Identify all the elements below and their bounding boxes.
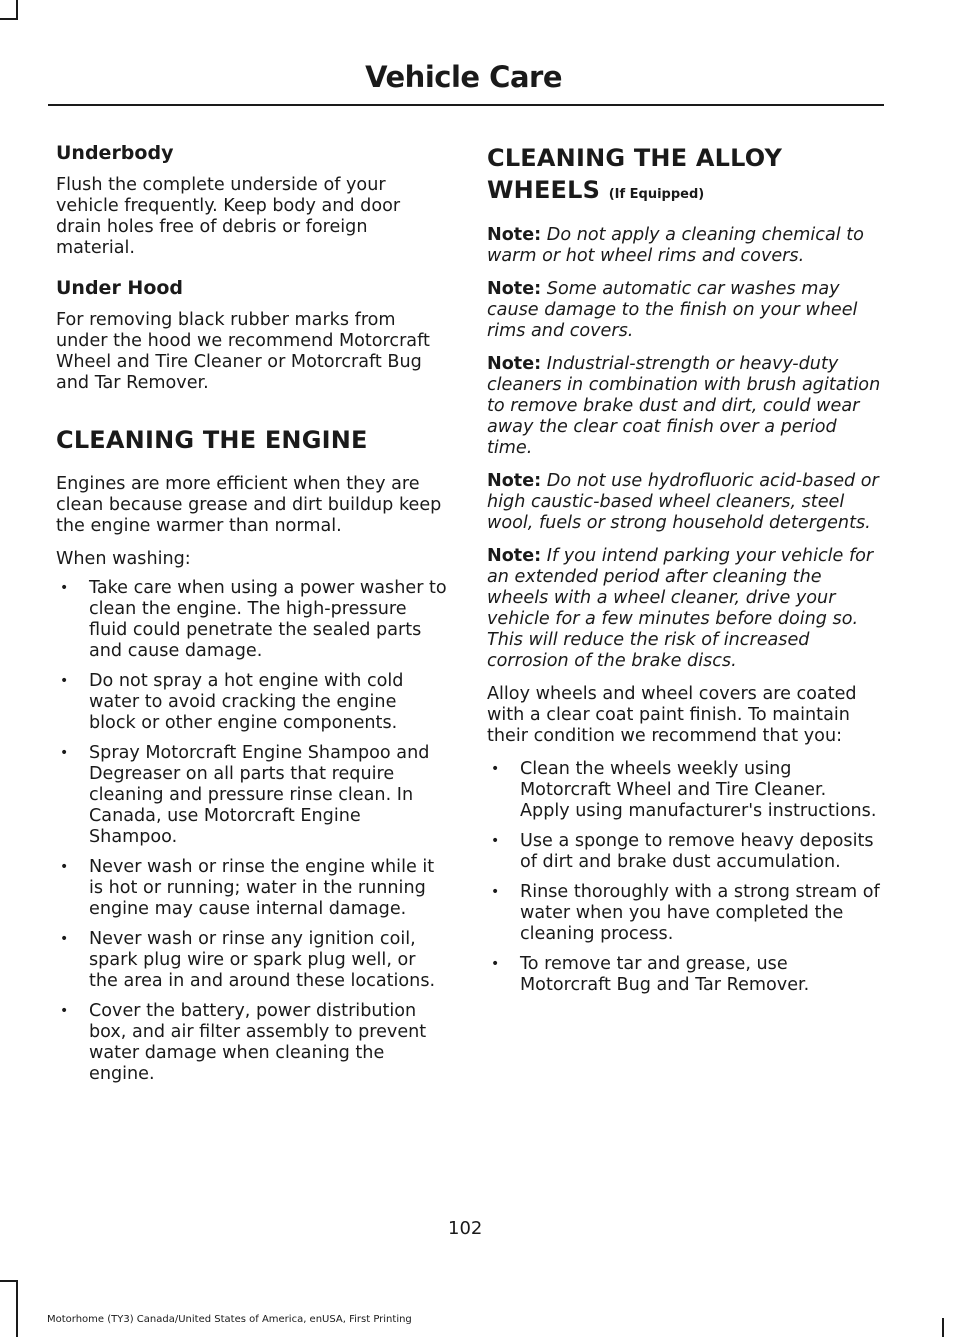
crop-mark-bottom-left-h [0,1280,18,1282]
alloy-intro: Alloy wheels and wheel covers are coated with a clear coat paint finish. To maintain their condition we recommend that you: [487,683,857,746]
crop-mark-top-left-h [0,18,18,20]
alloy-wheels-heading [487,142,881,207]
underbody-heading: Underbody [56,142,174,164]
engine-bullet-2: • Do not spray a hot engine with cold water to avoid cracking the engine block or other engine components. [56,671,448,734]
under-hood-heading: Under Hood [56,276,184,299]
cleaning-engine-heading: CLEANING THE ENGINE [56,425,368,454]
note-1: Note: Do not apply a cleaning chemical to warm or hot wheel rims and covers. [487,224,864,266]
footer-text: Motorhome (TY3) Canada/United States of America, enUSA, First Printing [47,1314,412,1325]
engine-intro: Engines are more efficient when they are clean because grease and dirt buildup keep the engine warmer than normal. [56,473,442,536]
when-washing-label: When washing: [56,548,191,569]
engine-bullet-list [56,578,448,1085]
page-number: 102 [448,1218,483,1239]
under-hood-text: For removing black rubber marks from under the hood we recommend Motorcraft Wheel and Tire Cleaner or Motorcraft Bug and Tar Remover. [56,309,430,393]
alloy-heading-line2: WHEELS [487,176,601,205]
crop-mark-top-left [16,0,18,18]
note-label: Note: [487,470,542,491]
engine-bullet-5: • Never wash or rinse any ignition coil, spark plug wire or spark plug well, or the area in and around these locations. [56,929,448,992]
note-5: Note: If you intend parking your vehicle for an extended period after cleaning the wheels with a wheel cleaner, drive your vehicle for a few minutes before doing so. This will reduce the risk of increased corrosion of the brake discs. [487,545,874,671]
alloy-bullet-1: • Clean the wheels weekly using Motorcraft Wheel and Tire Cleaner. Apply using manufacturer's instructions. [487,759,881,822]
page-header-title: Vehicle Care [365,60,562,94]
header-divider [48,104,884,106]
note-label: Note: [487,278,542,299]
left-column [56,142,448,1097]
engine-bullet-4: • Never wash or rinse the engine while it is hot or running; water in the running engine may cause internal damage. [56,857,448,920]
alloy-bullet-list [487,759,881,996]
alloy-bullet-2: • Use a sponge to remove heavy deposits of dirt and brake dust accumulation. [487,831,881,873]
crop-mark-bottom-left [16,1280,18,1337]
alloy-bullet-4: • To remove tar and grease, use Motorcraft Bug and Tar Remover. [487,954,881,996]
crop-mark-bottom-right [942,1318,944,1337]
note-label: Note: [487,224,542,245]
engine-bullet-1: • Take care when using a power washer to clean the engine. The high-pressure fluid could penetrate the sealed parts and cause damage. [56,578,448,662]
note-label: Note: [487,545,542,566]
underbody-text: Flush the complete underside of your vehicle frequently. Keep body and door drain holes free of debris or foreign material. [56,174,401,258]
alloy-bullet-3: • Rinse thoroughly with a strong stream of water when you have completed the cleaning process. [487,882,881,945]
alloy-heading-line1: CLEANING THE ALLOY [487,144,783,172]
right-column [487,142,881,1008]
engine-bullet-6: • Cover the battery, power distribution box, and air filter assembly to prevent water damage when cleaning the engine. [56,1001,448,1085]
note-3: Note: Industrial-strength or heavy-duty cleaners in combination with brush agitation to remove brake dust and dirt, could wear away the clear coat finish over a period time. [487,353,881,458]
note-label: Note: [487,353,542,374]
if-equipped-label: (If Equipped) [608,187,705,203]
engine-bullet-3: • Spray Motorcraft Engine Shampoo and Degreaser on all parts that require cleaning and pressure rinse clean. In Canada, use Motorcraft Engine Shampoo. [56,743,448,848]
note-2: Note: Some automatic car washes may cause damage to the finish on your wheel rims and covers. [487,278,858,341]
note-4: Note: Do not use hydrofluoric acid-based or high caustic-based wheel cleaners, steel wool, fuels or strong household detergents. [487,470,879,533]
